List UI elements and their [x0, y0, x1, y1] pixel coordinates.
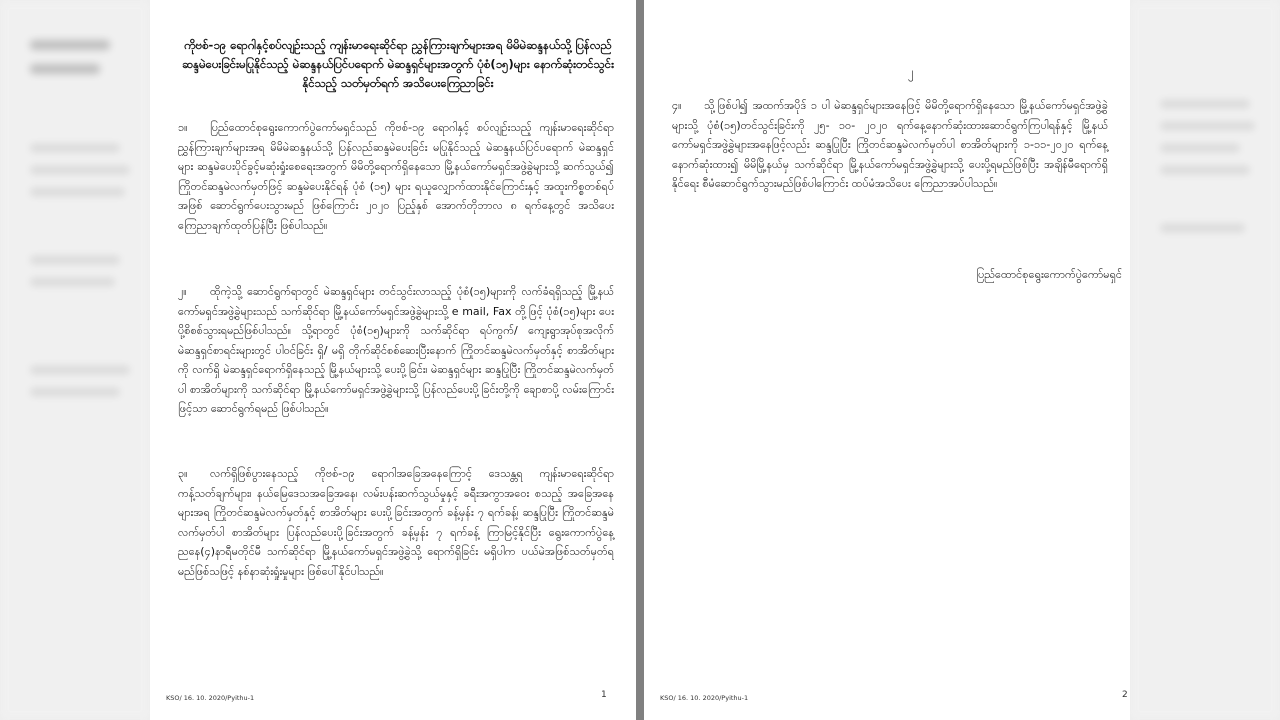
footer-reference: KSO/ 16. 10. 2020/Pyithu-1: [166, 694, 255, 702]
paragraph-text: လက်ရှိဖြစ်ပွားနေသည့် ကိုဗစ်-၁၉ ရောဂါအခြေအနေကြောင့် ဒေသန္တရ ကျန်းမာရေးဆိုင်ရာ ကန့်သတ်ချက်များ၊ နယ်မြေဒေသအခြေအနေ၊ လမ်းပန်းဆက်သွယ်မှုနှင့် ခရီးအကွာအဝေး စသည့် အခြေအနေများအရ ကြိုတင်ဆန္ဒမဲလက်မှတ်နှင့် စာအိတ်များ ပေးပို့ခြင်းအတွက် ခန့်မှန်း ၇ ရက်ခန့်၊ ဆန္ဒပြုပြီး ကြိုတင်ဆန္ဒမဲလက်မှတ်ပါ စာအိတ်များ ပြန်လည်ပေးပို့ခြင်းအတွက် ခန့်မှန်း ၇ ရက်ခန့် ကြာမြင့်နိုင်ပြီး ရွေးကောက်ပွဲနေ့ ညနေ(၄)နာရီမတိုင်မီ သက်ဆိုင်ရာ မြို့နယ်ကော်မရှင်အဖွဲ့ခွဲသို့ ရောက်ရှိခြင်း မရှိပါက ပယ်မဲအဖြစ်သတ်မှတ်ရမည်ဖြစ်သဖြင့် နစ်နာဆုံးရှုံးမှုများ ဖြစ်ပေါ်နိုင်ပါသည်။: [178, 467, 614, 578]
page-mark: ၂: [908, 65, 914, 79]
document-page-2: [644, 0, 1130, 720]
page-number: 2: [1122, 690, 1128, 700]
footer-reference: KSO/ 16. 10. 2020/Pyithu-1: [660, 694, 749, 702]
paragraph-3: [178, 464, 614, 581]
background-blur-right: [1130, 0, 1280, 720]
paragraph-text: ပြည်ထောင်စုရွေးကောက်ပွဲကော်မရှင်သည် ကိုဗစ်-၁၉ ရောဂါနှင့် စပ်လျဉ်းသည့် ကျန်းမာရေးဆိုင်ရာ ညွှန်ကြားချက်များအရ မိမိမဲဆန္ဒနယ်သို့ ပြန်လည်ဆန္ဒမဲပေးခြင်း မပြုနိုင်သည့် မဲဆန္ဒနယ်ပြင်ပရောက် မဲဆန္ဒရှင်များ ဆန္ဒမဲပေးပိုင်ခွင့်မဆုံးရှုံးစေရေးအတွက် မိမိတို့ရောက်ရှိနေသော မြို့နယ်ကော်မရှင်အဖွဲ့ခွဲများသို့ ဆက်သွယ်၍ ကြိုတင်ဆန္ဒမဲလက်မှတ်ဖြင့် ဆန္ဒမဲပေးနိုင်ရန် ပုံစံ (၁၅) များ ရယူလျှောက်ထားနိုင်ကြောင်းနှင့် အထူးကိစ္စတစ်ရပ်အဖြစ် ဆောင်ရွက်ပေးသွားမည် ဖြစ်ကြောင်း ၂၀၂၀ ပြည့်နှစ် အောက်တိုဘာလ ၈ ရက်နေ့တွင် အသိပေးကြေညာချက်ထုတ်ပြန်ပြီး ဖြစ်ပါသည်။: [178, 121, 614, 232]
paragraph-text: ထိုကဲ့သို့ ဆောင်ရွက်ရာတွင် မဲဆန္ဒရှင်များ တင်သွင်းလာသည့် ပုံစံ(၁၅)များကို လက်ခံရရှိသည့် မြို့နယ်ကော်မရှင်အဖွဲ့ခွဲများသည် သက်ဆိုင်ရာ မြို့နယ်ကော်မရှင်အဖွဲ့ခွဲများသို့ e mail, Fax တို့ဖြင့် ပုံစံ(၁၅)များ ပေးပို့စိစစ်သွားရမည်ဖြစ်ပါသည်။ သို့ရာတွင် ပုံစံ(၁၅)များကို သက်ဆိုင်ရာ ရပ်ကွက်/ ကျေးရွာအုပ်စုအလိုက် မဲဆန္ဒရှင်စာရင်းများတွင် ပါဝင်ခြင်း ရှိ/ မရှိ တိုက်ဆိုင်စစ်ဆေးပြီးနောက် ကြိုတင်ဆန္ဒမဲလက်မှတ်နှင့် စာအိတ်များကို လက်ရှိ မဲဆန္ဒရှင်ရောက်ရှိနေသည့် မြို့နယ်များသို့ ပေးပို့ခြင်း၊ မဲဆန္ဒရှင်များ ဆန္ဒပြုပြီး ကြိုတင်ဆန္ဒမဲလက်မှတ်ပါ စာအိတ်များကို သက်ဆိုင်ရာ မြို့နယ်ကော်မရှင်အဖွဲ့ခွဲများသို့ ပြန်လည်ပေးပို့ခြင်းတို့ကို ချောစာပို့ လမ်းကြောင်းဖြင့်သာ ဆောင်ရွက်ရမည် ဖြစ်ပါသည်။: [178, 285, 614, 415]
paragraph-1: [178, 118, 614, 235]
paragraph-4: [672, 96, 1108, 194]
paragraph-number: ၃။: [178, 467, 188, 480]
paragraph-number: ၂။: [178, 285, 187, 298]
document-page-1: [150, 0, 636, 720]
paragraph-text: သို့ဖြစ်ပါ၍ အထက်အပိုဒ် ၁ ပါ မဲဆန္ဒရှင်များအနေဖြင့် မိမိတို့ရောက်ရှိနေသော မြို့နယ်ကော်မရှင်အဖွဲ့ခွဲများသို့ ပုံစံ(၁၅)တင်သွင်းခြင်းကို ၂၅- ၁၀- ၂၀၂၀ ရက်နေ့နောက်ဆုံးထားဆောင်ရွက်ကြပါရန်နှင့် မြို့နယ်ကော်မရှင်အဖွဲ့ခွဲများအနေဖြင့်လည်း ဆန္ဒပြုပြီး ကြိုတင်ဆန္ဒမဲလက်မှတ်ပါ စာအိတ်များကို ၁-၁၁-၂၀၂၀ ရက်နေ့ နောက်ဆုံးထား၍ မိမိမြို့နယ်မှ သက်ဆိုင်ရာ မြို့နယ်ကော်မရှင်အဖွဲ့ခွဲများသို့ ပေးပို့ရမည်ဖြစ်ပြီး အချိန်မီရောက်ရှိနိုင်ရေး စီမံဆောင်ရွက်သွားမည်ဖြစ်ပါကြောင်း ထပ်မံအသိပေး ကြေညာအပ်ပါသည်။: [672, 99, 1108, 190]
paragraph-2: [178, 282, 614, 419]
paragraph-number: ၄။: [672, 99, 682, 112]
page-divider: [636, 0, 644, 720]
page-title: ကိုဗစ်-၁၉ ရောဂါနှင့်စပ်လျဉ်းသည့် ကျန်းမာရေးဆိုင်ရာ ညွှန်ကြားချက်များအရ မိမိမဲဆန္ဒနယ်သို့ ပြန်လည်ဆန္ဒမဲပေးခြင်းမပြုနိုင်သည့် မဲဆန္ဒနယ်ပြင်ပရောက် မဲဆန္ဒရှင်များအတွက် ပုံစံ(၁၅)များ နောက်ဆုံးတင်သွင်းနိုင်သည့် သတ်မှတ်ရက် အသိပေးကြေညာခြင်း: [181, 38, 615, 90]
page-number: 1: [601, 690, 607, 700]
signature-block: ပြည်ထောင်စုရွေးကောက်ပွဲကော်မရှင်: [976, 268, 1122, 281]
background-blur-left: [0, 0, 150, 720]
paragraph-number: ၁။: [178, 121, 188, 134]
